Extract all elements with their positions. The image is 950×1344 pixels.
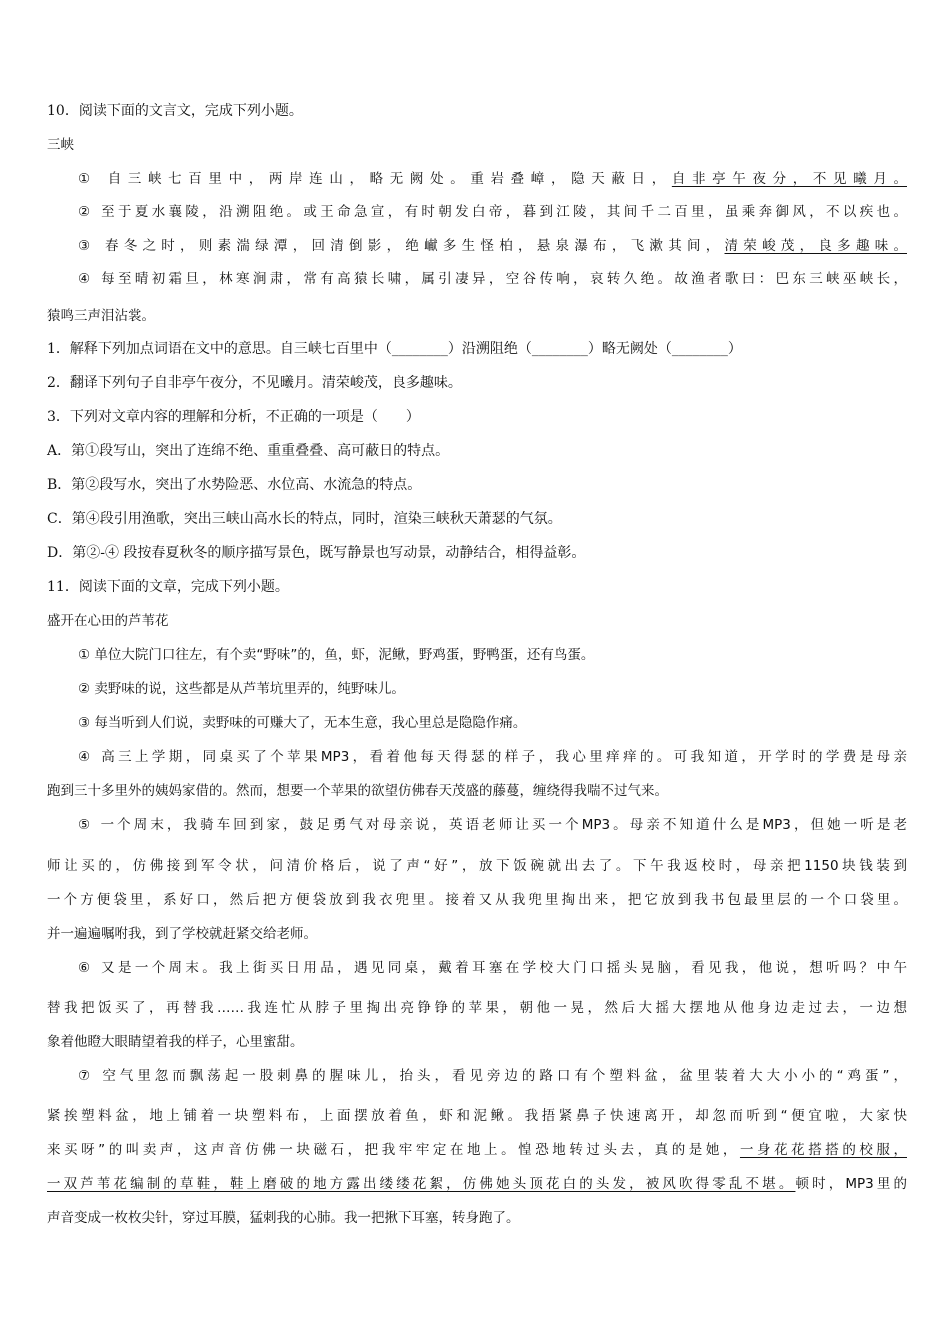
q10-passage-title: 三峡	[47, 137, 74, 153]
answer-blank[interactable]: ________	[671, 341, 728, 357]
q11-paragraph-2: ② 卖野味的说，这些都是从芦苇坑里弄的，纯野味儿。	[78, 681, 405, 697]
q10-option-c: C．第④段引用渔歌，突出三峡山高水长的特点，同时，渲染三峡秋天萧瑟的气氛。	[47, 511, 562, 527]
q10-paragraph-4-line2: 猿鸣三声泪沾裳。	[47, 308, 155, 324]
q11-paragraph-3: ③ 每当听到人们说，卖野味的可赚大了，无本生意，我心里总是隐隐作痛。	[78, 715, 527, 731]
q11-paragraph-4-line1: ④ 高三上学期，同桌买了个苹果MP3，看着他每天得瑟的样子，我心里痒痒的。可我知道，开学时的学费是母亲	[78, 749, 907, 765]
q10-option-b: B．第②段写水，突出了水势险恶、水位高、水流急的特点。	[47, 477, 422, 493]
q11-header: 11．阅读下面的文章，完成下列小题。	[47, 579, 289, 595]
answer-blank[interactable]: ________	[391, 341, 448, 357]
q11-paragraph-4-line2: 跑到三十多里外的姨妈家借的。然而，想要一个苹果的欲望仿佛春天茂盛的藤蔓，缠绕得我喘不过气来。	[47, 783, 668, 799]
q11-paragraph-5-line2: 师让买的，仿佛接到军令状，问清价格后，说了声“好”，放下饭碗就出去了。下午我返校时，母亲把1150块钱装到	[47, 858, 907, 874]
q11-paragraph-7-line5: 声音变成一枚枚尖针，穿过耳膜，猛刺我的心肺。我一把揪下耳塞，转身跑了。	[47, 1210, 520, 1226]
q11-paragraph-1: ① 单位大院门口往左，有个卖“野味”的，鱼，虾，泥鳅，野鸡蛋，野鸭蛋，还有鸟蛋。	[78, 647, 595, 663]
q10-paragraph-4-line1: ④ 每至晴初霜旦，林寒涧肃，常有高猿长啸，属引凄异，空谷传响，哀转久绝。故渔者歌曰：巴东三峡巫峡长，	[78, 271, 907, 287]
q10-question-3: 3．下列对文章内容的理解和分析，不正确的一项是（ ）	[47, 409, 420, 425]
q10-paragraph-3: ③ 春冬之时，则素湍绿潭，回清倒影，绝𪩘多生怪柏，悬泉瀑布，飞漱其间，清荣峻茂，良多趣味。	[78, 238, 907, 254]
q10-question-2: 2．翻译下列句子自非亭午夜分，不见曦月。清荣峻茂，良多趣味。	[47, 375, 462, 391]
q11-paragraph-7-line3: 来买呀”的叫卖声，这声音仿佛一块磁石，把我牢牢定在地上。惶恐地转过头去，真的是她，一身花花搭搭的校服，	[47, 1142, 907, 1158]
q11-paragraph-7-line1: ⑦ 空气里忽而飘荡起一股刺鼻的腥味儿，抬头，看见旁边的路口有个塑料盆，盆里装着大大小小的“鸡蛋”，	[78, 1068, 907, 1084]
q11-paragraph-7-line2: 紧挨塑料盆，地上铺着一块塑料布，上面摆放着鱼，虾和泥鳅。我捂紧鼻子快速离开，却忽而听到“便宜啦，大家快	[47, 1108, 907, 1124]
q10-paragraph-2: ② 至于夏水襄陵，沿溯阻绝。或王命急宣，有时朝发白帝，暮到江陵，其间千二百里，虽乘奔御风，不以疾也。	[78, 204, 907, 220]
q10-paragraph-1: ① 自三峡七百里中，两岸连山，略无阙处。重岩叠嶂，隐天蔽日，自非亭午夜分，不见曦月。	[78, 171, 907, 187]
q11-paragraph-6-line1: ⑥ 又是一个周末。我上街买日用品，遇见同桌，戴着耳塞在学校大门口摇头晃脑，看见我，他说，想听吗？中午	[78, 960, 907, 976]
q10-header: 10．阅读下面的文言文，完成下列小题。	[47, 103, 303, 119]
q11-paragraph-5-line1: ⑤ 一个周末，我骑车回到家，鼓足勇气对母亲说，英语老师让买一个MP3。母亲不知道什么是MP3，但她一听是老	[78, 817, 907, 833]
q10-question-1: 1．解释下列加点词语在文中的意思。自三峡七百里中（________）沿溯阻绝（________）略无阙处（________）	[47, 341, 742, 357]
q11-passage-title: 盛开在心田的芦苇花	[47, 613, 169, 629]
q11-paragraph-6-line2: 替我把饭买了，再替我……我连忙从脖子里掏出亮铮铮的苹果，朝他一晃，然后大摇大摆地从他身边走过去，一边想	[47, 1000, 907, 1016]
q11-paragraph-5-line3: 一个方便袋里，系好口，然后把方便袋放到我衣兜里。接着又从我兜里掏出来，把它放到我书包最里层的一个口袋里。	[47, 892, 907, 908]
q10-option-d: D．第②-④ 段按春夏秋冬的顺序描写景色，既写静景也写动景，动静结合，相得益彰。	[47, 545, 586, 561]
q11-paragraph-6-line3: 象着他瞪大眼睛望着我的样子，心里蜜甜。	[47, 1034, 304, 1050]
q11-paragraph-7-line4: 一双芦苇花编制的草鞋，鞋上磨破的地方露出缕缕花絮，仿佛她头顶花白的头发，被风吹得零乱不堪。顿时，MP3里的	[47, 1176, 907, 1192]
q11-paragraph-5-line4: 并一遍遍嘱咐我，到了学校就赶紧交给老师。	[47, 926, 317, 942]
answer-blank[interactable]: ________	[531, 341, 588, 357]
q10-option-a: A．第①段写山，突出了连绵不绝、重重叠叠、高可蔽日的特点。	[47, 443, 450, 459]
